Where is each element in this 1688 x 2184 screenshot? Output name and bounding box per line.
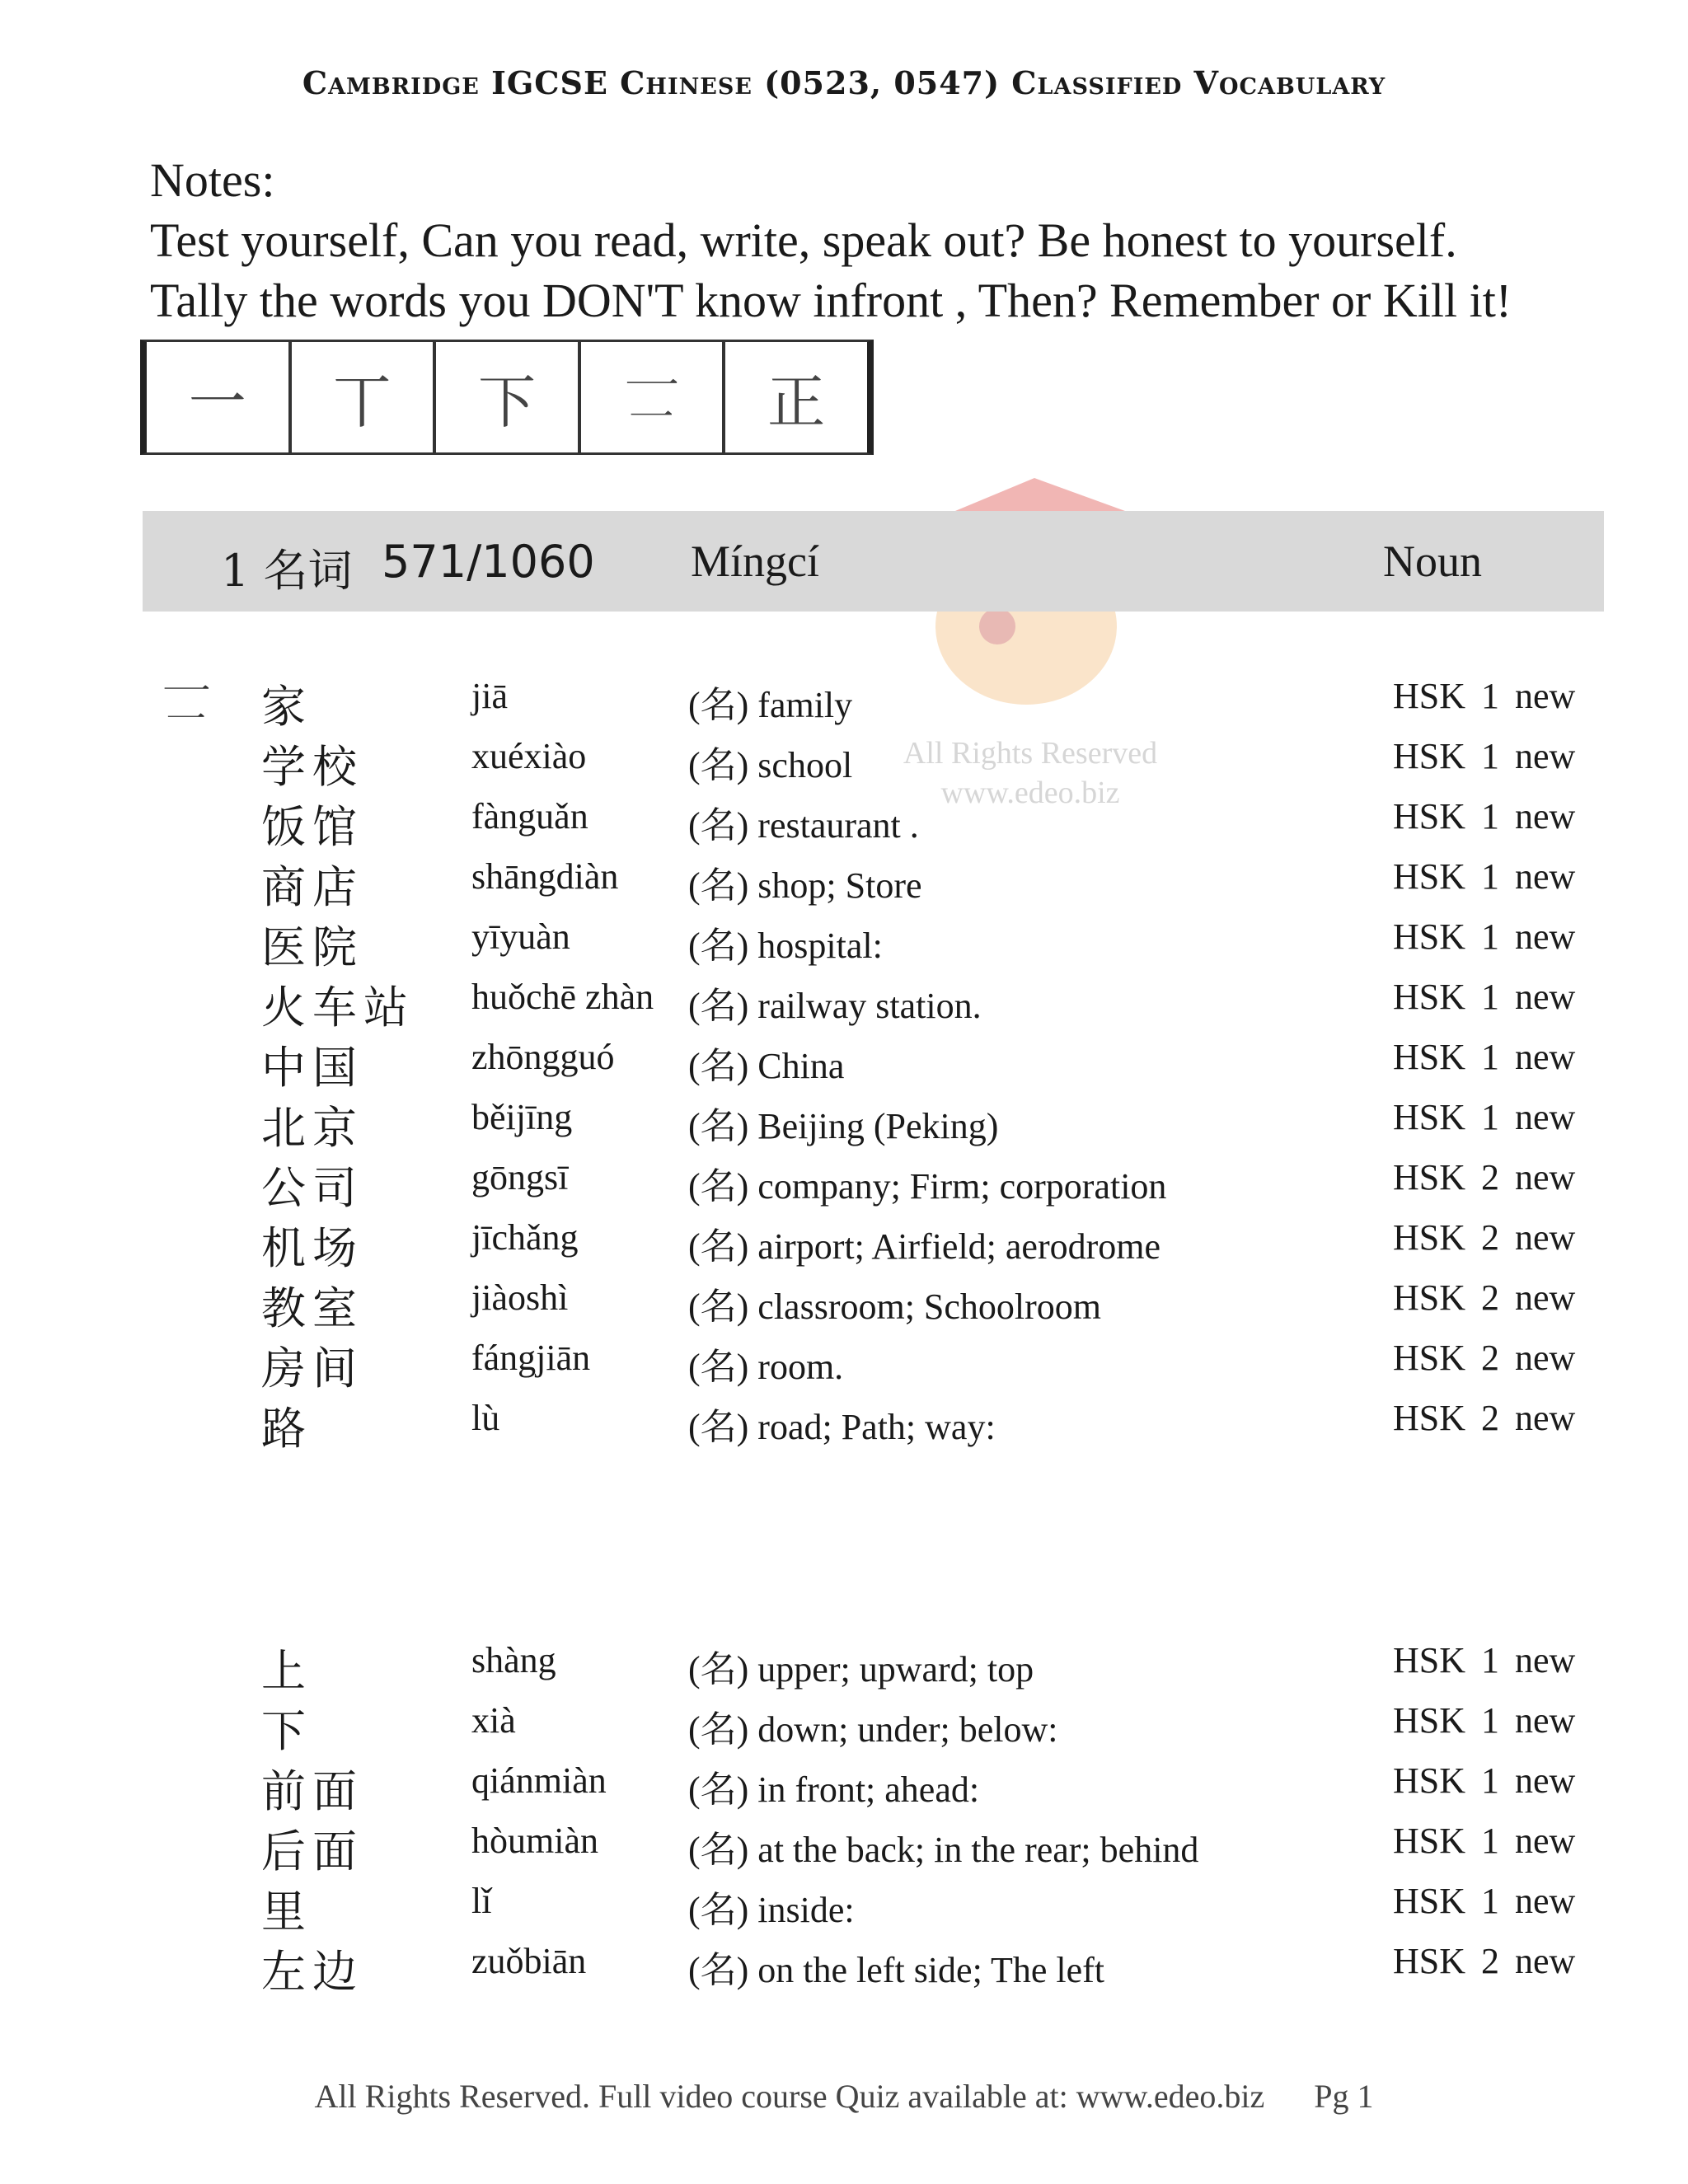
hanzi: 火车站 — [261, 982, 415, 1033]
hanzi: 饭馆 — [261, 801, 363, 853]
definition: (名) down; under; below: — [688, 1709, 1058, 1750]
vocab-row — [0, 792, 1688, 852]
hanzi: 房间 — [261, 1343, 363, 1394]
hsk-level: HSK 1 new — [1393, 856, 1576, 897]
notes-block — [150, 150, 1512, 330]
page-header-title: Cambridge IGCSE Chinese (0523, 0547) Classified Vocabulary — [302, 64, 1386, 101]
hanzi: 中国 — [261, 1042, 363, 1094]
hsk-level: HSK 2 new — [1393, 1941, 1576, 1981]
hanzi: 里 — [261, 1886, 312, 1938]
hsk-level: HSK 1 new — [1393, 1097, 1576, 1137]
vocab-row — [0, 1696, 1688, 1756]
page-footer — [0, 2077, 1688, 2116]
hanzi: 上 — [261, 1645, 312, 1697]
vocab-row — [0, 732, 1688, 792]
hsk-level: HSK 1 new — [1393, 1037, 1576, 1077]
pinyin: jīchǎng — [471, 1217, 579, 1258]
pinyin: yīyuàn — [471, 916, 570, 957]
definition: (名) room. — [688, 1347, 844, 1387]
vocab-row — [0, 1877, 1688, 1937]
section-label: 1 名词 — [221, 545, 353, 597]
definition: (名) Beijing (Peking) — [688, 1106, 999, 1146]
hanzi: 学校 — [261, 741, 363, 793]
definition: (名) school — [688, 745, 853, 785]
hanzi: 机场 — [261, 1222, 363, 1274]
vocab-row — [0, 672, 1688, 732]
hsk-level: HSK 1 new — [1393, 1821, 1576, 1861]
tally-step-1: 一 — [147, 342, 292, 452]
hsk-level: HSK 2 new — [1393, 1398, 1576, 1438]
pinyin: xià — [471, 1700, 516, 1741]
hanzi: 路 — [261, 1403, 312, 1455]
tally-example-strip — [140, 340, 874, 455]
hsk-level: HSK 2 new — [1393, 1338, 1576, 1378]
definition: (名) China — [688, 1046, 845, 1086]
definition: (名) restaurant . — [688, 805, 919, 846]
hanzi: 商店 — [261, 861, 363, 913]
footer-text: All Rights Reserved. Full video course Quiz available at: www.edeo.biz — [314, 2078, 1265, 2115]
vocab-row — [0, 1937, 1688, 1997]
pinyin: běijīng — [471, 1097, 573, 1137]
pinyin: xuéxiào — [471, 736, 587, 776]
tally-step-4: 𠄟 — [581, 342, 726, 452]
section-english: Noun — [1383, 537, 1482, 586]
vocab-row — [0, 1213, 1688, 1273]
hsk-level: HSK 2 new — [1393, 1217, 1576, 1258]
pinyin: jiā — [471, 676, 508, 716]
hanzi: 前面 — [261, 1765, 363, 1817]
hsk-level: HSK 1 new — [1393, 1640, 1576, 1680]
vocab-row — [0, 1636, 1688, 1696]
vocab-row — [0, 1153, 1688, 1213]
definition: (名) in front; ahead: — [688, 1769, 980, 1810]
pinyin: lǐ — [471, 1881, 492, 1921]
definition: (名) shop; Store — [688, 865, 922, 906]
hsk-level: HSK 2 new — [1393, 1157, 1576, 1197]
definition: (名) upper; upward; top — [688, 1649, 1034, 1690]
pinyin: gōngsī — [471, 1157, 569, 1197]
hanzi: 家 — [261, 681, 312, 733]
definition: (名) hospital: — [688, 926, 883, 966]
vocab-row — [0, 912, 1688, 972]
vocab-row — [0, 972, 1688, 1033]
vocab-row — [0, 1816, 1688, 1877]
pinyin: zhōngguó — [471, 1037, 615, 1077]
hanzi: 后面 — [261, 1825, 363, 1877]
pinyin: huǒchē zhàn — [471, 977, 654, 1017]
hsk-level: HSK 2 new — [1393, 1277, 1576, 1318]
watermark-line-1: All Rights Reserved — [903, 736, 1158, 771]
vocab-row — [0, 1033, 1688, 1093]
hsk-level: HSK 1 new — [1393, 977, 1576, 1017]
definition: (名) on the left side; The left — [688, 1950, 1105, 1990]
hanzi: 下 — [261, 1705, 312, 1757]
tally-step-2: 丅 — [292, 342, 437, 452]
vocab-row — [0, 1394, 1688, 1454]
hsk-level: HSK 1 new — [1393, 1881, 1576, 1921]
watermark-line-2: www.edeo.biz — [940, 776, 1120, 810]
hanzi: 医院 — [261, 921, 363, 973]
vocab-row — [0, 1756, 1688, 1816]
definition: (名) railway station. — [688, 986, 982, 1026]
hsk-level: HSK 1 new — [1393, 736, 1576, 776]
hanzi: 公司 — [261, 1162, 363, 1214]
pinyin: shàng — [471, 1640, 556, 1680]
notes-line-tally: Tally the words you DON'T know infront , Then? Remember or Kill it! — [150, 274, 1512, 327]
definition: (名) family — [688, 685, 853, 725]
hsk-level: HSK 1 new — [1393, 676, 1576, 716]
hsk-level: HSK 1 new — [1393, 1760, 1576, 1801]
pinyin: qiánmiàn — [471, 1760, 607, 1801]
pinyin: fànguǎn — [471, 796, 588, 837]
pinyin: jiàoshì — [471, 1277, 569, 1318]
tally-mark: 𠄟 — [161, 673, 213, 733]
page-number: Pg 1 — [1314, 2078, 1374, 2115]
hanzi: 教室 — [261, 1282, 363, 1334]
hanzi: 北京 — [261, 1102, 363, 1154]
tally-step-3: 下 — [436, 342, 581, 452]
definition: (名) inside: — [688, 1890, 855, 1930]
definition: (名) company; Firm; corporation — [688, 1166, 1167, 1207]
hsk-level: HSK 1 new — [1393, 796, 1576, 837]
definition: (名) classroom; Schoolroom — [688, 1286, 1102, 1327]
hanzi: 左边 — [261, 1946, 363, 1998]
pinyin: shāngdiàn — [471, 856, 619, 897]
definition: (名) road; Path; way: — [688, 1407, 996, 1447]
pinyin: hòumiàn — [471, 1821, 598, 1861]
notes-line-test-yourself: Test yourself, Can you read, write, speak out? Be honest to yourself. — [150, 213, 1457, 267]
notes-heading: Notes: — [150, 153, 275, 207]
section-header-bar — [143, 511, 1604, 612]
hsk-level: HSK 1 new — [1393, 916, 1576, 957]
vocab-row — [0, 1273, 1688, 1333]
section-count: 571/1060 — [382, 536, 595, 588]
pinyin: zuǒbiān — [471, 1941, 587, 1981]
hsk-level: HSK 1 new — [1393, 1700, 1576, 1741]
pinyin: fángjiān — [471, 1338, 591, 1378]
section-pinyin: Míngcí — [691, 537, 819, 586]
definition: (名) at the back; in the rear; behind — [688, 1830, 1199, 1870]
tally-step-5: 正 — [767, 368, 826, 436]
vocab-row — [0, 1333, 1688, 1394]
definition: (名) airport; Airfield; aerodrome — [688, 1226, 1161, 1267]
vocab-row — [0, 852, 1688, 912]
pinyin: lù — [471, 1398, 500, 1438]
vocab-row — [0, 1093, 1688, 1153]
